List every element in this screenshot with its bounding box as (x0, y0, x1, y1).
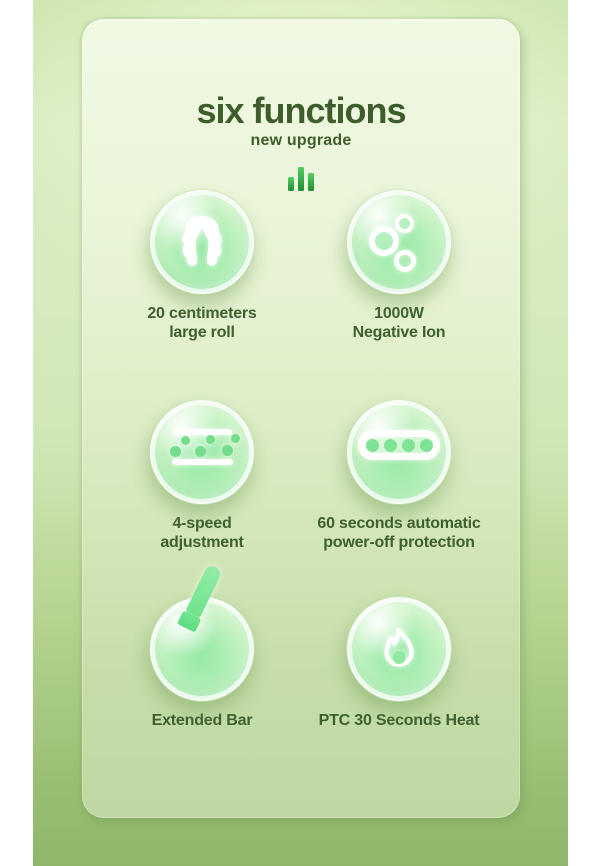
feature-large-roll (102, 190, 302, 342)
bubble (347, 400, 451, 504)
product-panel (33, 0, 568, 866)
bubble (347, 597, 451, 701)
feature-label: 1000W Negative Ion (352, 305, 446, 341)
feature-extended-bar (102, 597, 302, 730)
bubble (150, 597, 254, 701)
ptc-heat-flame-icon (349, 599, 449, 699)
feature-negative-ion (299, 190, 499, 342)
negative-ion-icon (349, 192, 449, 292)
feature-speed-adjustment (102, 400, 302, 552)
bubble (347, 190, 451, 294)
bubble (150, 190, 254, 294)
feature-label: 60 seconds automatic power-off protection (317, 515, 481, 551)
feature-label: PTC 30 Seconds Heat (318, 712, 480, 729)
hair-large-roll-icon (152, 192, 252, 292)
speed-adjustment-icon (152, 402, 252, 502)
feature-label: 20 centimeters large roll (147, 305, 257, 341)
info-card (82, 19, 520, 818)
page-subtitle: new upgrade (250, 132, 352, 149)
bar-chart-icon (82, 165, 520, 191)
feature-label: Extended Bar (151, 712, 253, 729)
feature-auto-power-off (299, 400, 499, 552)
feature-label: 4-speed adjustment (160, 515, 244, 551)
page-title: six functions (196, 90, 406, 131)
bubble (150, 400, 254, 504)
feature-ptc-heat (299, 597, 499, 730)
